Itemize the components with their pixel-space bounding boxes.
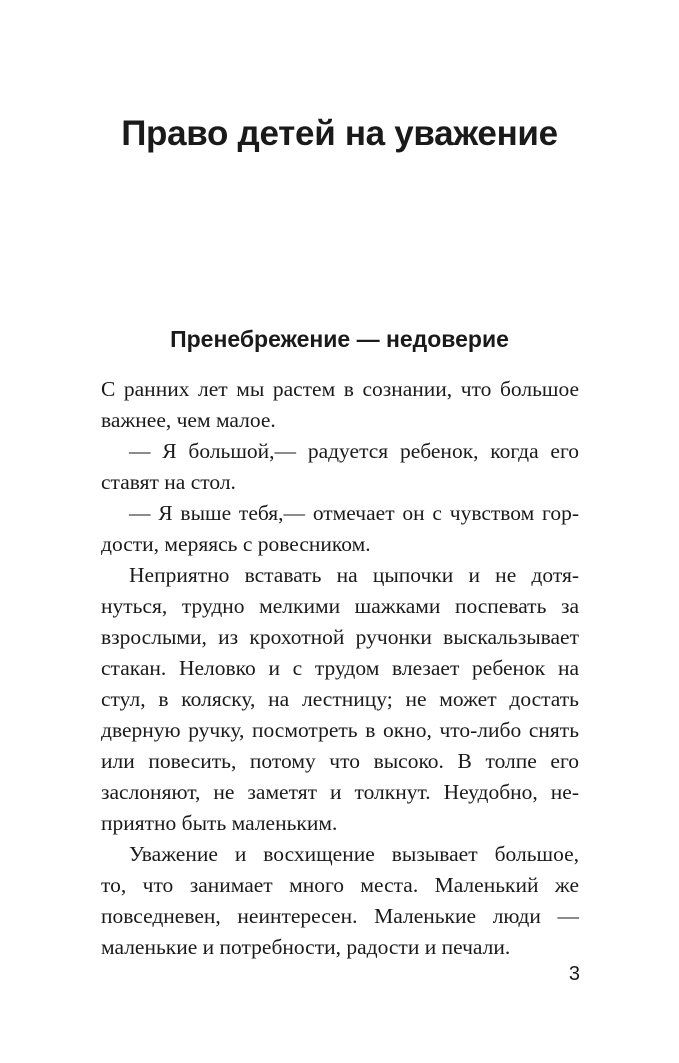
text-line: повседневен, неинтересен. Маленькие люди —: [101, 904, 579, 928]
text-line: — Я выше тебя,— отмечает он с чувством гор-: [129, 501, 579, 525]
section-title: Пренебрежение — недоверие: [170, 326, 509, 352]
text-line: приятно быть маленьким.: [101, 811, 338, 835]
page-number: 3: [568, 963, 580, 985]
chapter-title: Право детей на уважение: [121, 114, 558, 153]
text-line: — Я большой,— радуется ребенок, когда его: [129, 439, 579, 463]
text-line: маленькие и потребности, радости и печали.: [101, 935, 511, 959]
text-line: или повесить, потому что высоко. В толпе его: [101, 749, 579, 773]
text-line: взрослыми, из крохотной ручонки выскальзывает: [101, 625, 579, 649]
text-line: Уважение и восхищение вызывает большое,: [129, 842, 579, 866]
text-line: С ранних лет мы растем в сознании, что большое: [101, 377, 579, 401]
text-line: Неприятно вставать на цыпочки и не дотя-: [129, 563, 579, 587]
text-line: заслоняют, не заметят и толкнут. Неудобно, не-: [101, 780, 579, 804]
text-line: то, что занимает много места. Маленький же: [101, 873, 579, 897]
text-line: стакан. Неловко и с трудом влезает ребенок на: [101, 656, 579, 680]
text-line: стул, в коляску, на лестницу; не может достать: [101, 687, 579, 711]
text-line: нуться, трудно мелкими шажками поспевать за: [101, 594, 579, 618]
body-text: [101, 374, 579, 963]
text-line: дости, меряясь с ровесником.: [101, 532, 371, 556]
text-line: ставят на стол.: [101, 470, 236, 494]
text-line: дверную ручку, посмотреть в окно, что-либо снять: [101, 718, 579, 742]
text-line: важнее, чем малое.: [101, 408, 276, 432]
